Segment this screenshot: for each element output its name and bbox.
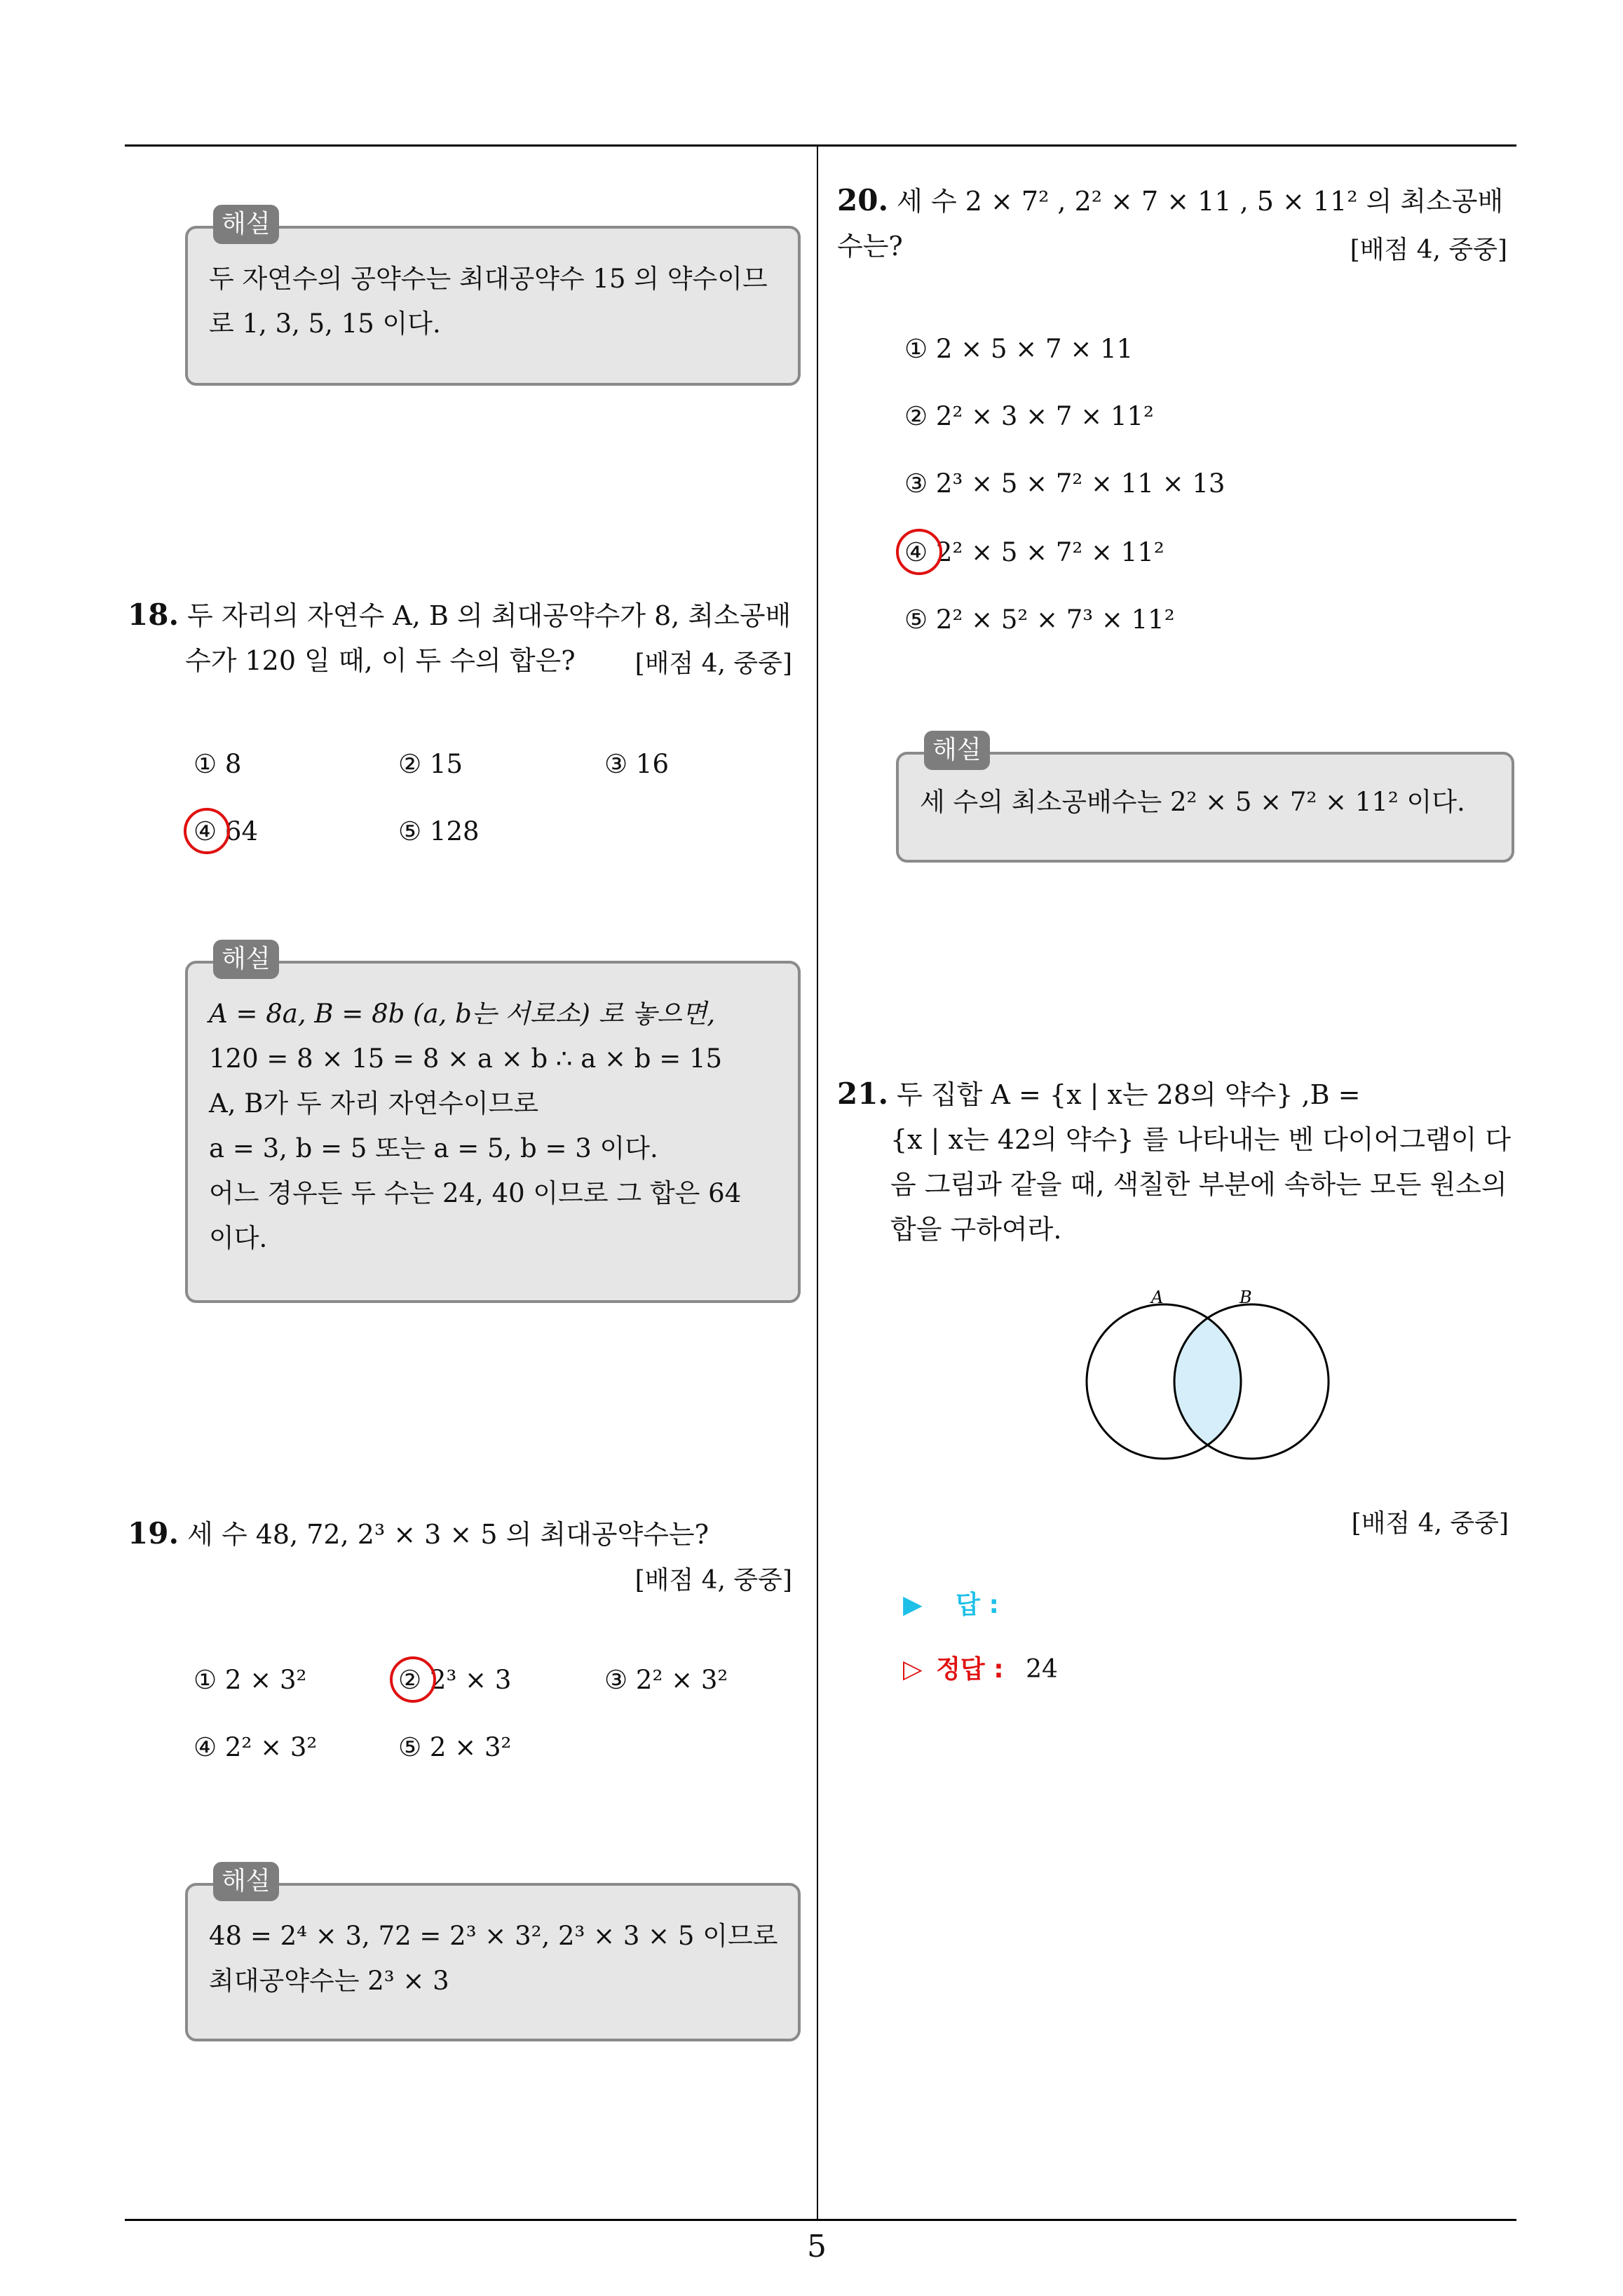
q20-answer-mark (896, 529, 942, 575)
q19-option-2[interactable]: ② 2³ × 3 (398, 1665, 512, 1695)
correct-value: 24 (1026, 1655, 1058, 1684)
q20-option-1[interactable]: ① 2 × 5 × 7 × 11 (904, 334, 1134, 364)
bottom-rule (125, 2219, 1516, 2221)
q20-solution-text: 세 수의 최소공배수는 2² × 5 × 7² × 11² 이다. (920, 787, 1465, 817)
q21-line3: 음 그림과 같을 때, 색칠한 부분에 속하는 모든 원소의 (890, 1169, 1507, 1200)
q18-option-1[interactable]: ① 8 (193, 749, 242, 779)
q20-meta: [배점 4, 중중] (1350, 236, 1507, 264)
solution-label: 해설 (213, 1862, 279, 1901)
q18-option-2[interactable]: ② 15 (398, 749, 463, 779)
q17-solution-box (185, 210, 801, 386)
q20-option-4[interactable]: ④ 2² × 5 × 7² × 11² (904, 537, 1164, 567)
venn-label-a: A (1151, 1288, 1164, 1307)
q21-line2: {x | x는 42의 약수} 를 나타내는 벤 다이어그램이 다 (890, 1124, 1512, 1155)
q20-line1: 세 수 2 × 7² , 2² × 7 × 11 , 5 × 11² 의 최소공배수는? (837, 186, 1504, 262)
answer-label: 답 : (956, 1591, 999, 1619)
q19-meta: [배점 4, 중중] (634, 1566, 792, 1595)
venn-label-b: B (1240, 1288, 1252, 1307)
page-number: 5 (807, 2229, 827, 2264)
play-filled-icon: ▶ (903, 1591, 923, 1619)
q19-solution-text: 48 = 2⁴ × 3, 72 = 2³ × 3², 2³ × 3 × 5 이므로 최대공약수는 2³ × 3 (209, 1921, 778, 1996)
q21-venn-diagram (1073, 1283, 1339, 1466)
solution-label: 해설 (213, 205, 279, 244)
q18-meta: [배점 4, 중중] (634, 649, 792, 678)
q19-question (128, 1511, 801, 1557)
q17-solution-text: 두 자연수의 공약수는 최대공약수 15 의 약수이므 로 1, 3, 5, 15 이다. (209, 264, 768, 339)
q18-number: 18. (128, 597, 179, 632)
solution-label: 해설 (213, 940, 279, 979)
q21-line4: 합을 구하여라. (890, 1214, 1062, 1245)
q18-solution-box (185, 945, 801, 1303)
q18-option-3[interactable]: ③ 16 (604, 749, 670, 779)
q18-line2: 수가 120 일 때, 이 두 수의 합은? (185, 645, 576, 676)
q21-correct-row (903, 1649, 1058, 1685)
q21-line1: 두 집합 A = {x | x는 28의 약수} ,B = (897, 1079, 1361, 1110)
q18-option-5[interactable]: ⑤ 128 (398, 816, 480, 846)
q19-solution-box (185, 1867, 801, 2041)
q18-line1: 두 자리의 자연수 A, B 의 최대공약수가 8, 최소공배 (187, 600, 792, 631)
play-outline-icon: ▷ (903, 1655, 923, 1684)
q20-solution-box (896, 736, 1514, 863)
q19-option-4[interactable]: ④ 2² × 3² (193, 1732, 318, 1762)
top-rule (125, 144, 1516, 147)
q20-option-2[interactable]: ② 2² × 3 × 7 × 11² (904, 401, 1154, 431)
q21-question (837, 1072, 1517, 1252)
q18-option-4[interactable]: ④ 64 (193, 816, 259, 846)
q21-number: 21. (837, 1076, 889, 1111)
q20-option-5[interactable]: ⑤ 2² × 5² × 7³ × 11² (904, 605, 1175, 635)
correct-label: 정답 : (936, 1655, 1004, 1684)
q18-answer-mark (184, 808, 230, 854)
q19-option-5[interactable]: ⑤ 2 × 3² (398, 1732, 512, 1762)
q20-option-3[interactable]: ③ 2³ × 5 × 7² × 11 × 13 (904, 468, 1225, 499)
q19-option-3[interactable]: ③ 2² × 3² (604, 1665, 728, 1695)
q19-line1: 세 수 48, 72, 2³ × 3 × 5 의 최대공약수는? (187, 1519, 709, 1550)
q19-number: 19. (128, 1516, 179, 1551)
q19-option-1[interactable]: ① 2 × 3² (193, 1665, 307, 1695)
q19-answer-mark (390, 1656, 436, 1703)
q20-number: 20. (837, 183, 889, 217)
q21-meta: [배점 4, 중중] (1351, 1509, 1509, 1538)
solution-label: 해설 (924, 731, 990, 770)
column-divider (817, 144, 818, 2220)
q21-answer-row (903, 1585, 999, 1621)
q18-solution-text: A = 8a, B = 8b (a, b는 서로소) 로 놓으면, 120 = 8 × 15 = 8 × a × b ∴ a × b = 15 A, B가 두 자리 자연수이므로 a = 3, b = 5 또는 a = 5, b = 3 이다. 어느 경우든 두 수는 24, 40 이므로 그 합은 64 이다. (209, 999, 742, 1253)
